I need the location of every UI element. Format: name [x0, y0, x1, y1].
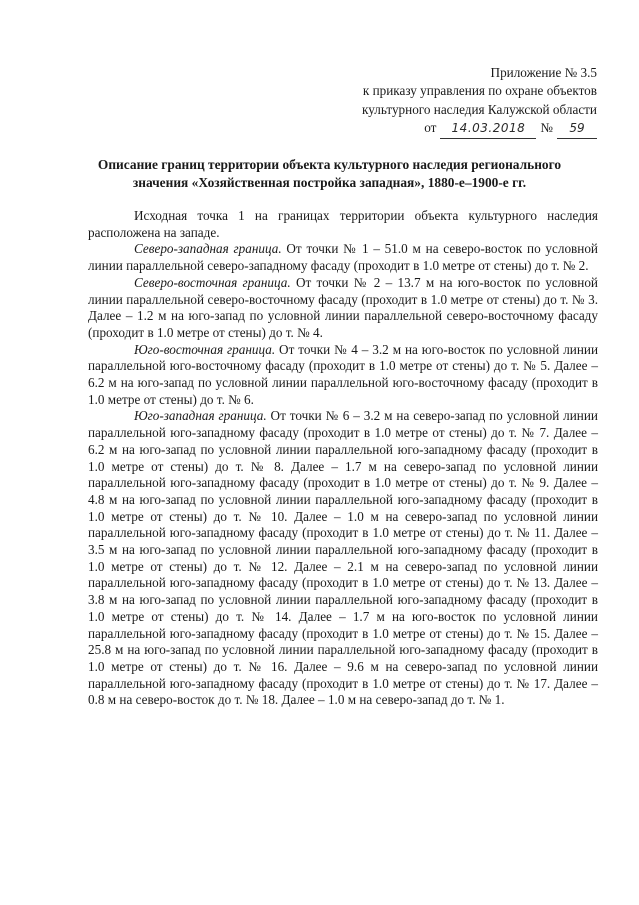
document-body: [88, 208, 598, 709]
southeast-boundary-label: Юго-восточная граница.: [134, 341, 276, 357]
northeast-boundary-paragraph: [88, 275, 598, 342]
southwest-boundary-text: От точки № 6 – 3.2 м на северо-запад по условной линии параллельной юго-западному фасаду (проходит в 1.0 метре от стены) до т. № 7. Далее – 6.2 м на юго-запад по условной линии параллельной юго-западному фасаду (проходит в 1.0 метре от стены) до т. № 8. Далее – 1.7 м на северо-запад по условной линии параллельной юго-западному фасаду (проходит в 1.0 метре от стены) до т. № 9. Далее – 4.8 м на юго-запад по условной линии параллельной юго-западному фасаду (проходит в 1.0 метре от стены) до т. № 10. Далее – 1.0 м на северо-запад по условной линии параллельной юго-западному фасаду (проходит в 1.0 метре от стены) до т. № 11. Далее – 3.5 м на юго-запад по условной линии параллельной юго-западному фасаду (проходит в 1.0 метре от стены) до т. № 12. Далее – 2.1 м на северо-запад по условной линии параллельной юго-западному фасаду (проходит в 1.0 метре от стены) до т. № 13. Далее – 3.8 м на юго-запад по условной линии параллельной юго-западному фасаду (проходит в 1.0 метре от стены) до т. № 14. Далее – 1.7 м на юго-восток по условной линии параллельной юго-западному фасаду (проходит в 1.0 метре от стены) до т. № 15. Далее – 25.8 м на юго-запад по условной линии параллельной юго-западному фасаду (проходит в 1.0 метре от стены) до т. № 16. Далее – 9.6 м на северо-запад по условной линии параллельной юго-западному фасаду (проходит в 1.0 метре от стены) до т. № 17. Далее – 0.8 м на северо-восток до т. № 18. Далее – 1.0 м на северо-запад до т. № 1.: [88, 408, 598, 708]
appendix-number: Приложение № 3.5: [490, 65, 597, 80]
order-date-prefix: от: [424, 120, 437, 136]
northeast-boundary-label: Северо-восточная граница.: [134, 274, 291, 290]
northwest-boundary-paragraph: [88, 241, 598, 274]
title-line-2: значения «Хозяйственная постройка западная», 1880-е–1900-е гг.: [132, 175, 527, 191]
southeast-boundary-paragraph: [88, 342, 598, 409]
southwest-boundary-label: Юго-западная граница.: [134, 408, 267, 424]
document-title: [60, 156, 599, 193]
order-number-prefix: №: [540, 120, 553, 136]
southwest-boundary-paragraph: [88, 408, 598, 709]
order-date-handwritten: 14.03.2018: [440, 119, 536, 138]
southeast-boundary-text: От точки № 4 – 3.2 м на юго-восток по условной линии параллельной юго-восточному фасаду (проходит в 1.0 метре от стены) до т. № 5. Далее – 6.2 м на юго-запад по условной линии параллельной юго-восточному фасаду (проходит в 1.0 метре от стены) до т. № 6.: [88, 341, 598, 407]
appendix-order-ref: к приказу управления по охране объектов: [362, 83, 597, 99]
northwest-boundary-text: От точки № 1 – 51.0 м на северо-восток по условной линии параллельной северо-западному фасаду (проходит в 1.0 метре от стены) до т. № 2.: [88, 241, 598, 274]
northeast-boundary-text: От точки № 2 – 13.7 м на юго-восток по условной линии параллельной северо-восточному фасаду (проходит в 1.0 метре от стены) до т. № 3. Далее – 1.2 м на юго-запад по условной линии параллельной северо-восточному фасаду (проходит в 1.0 метре от стены) до т. № 4.: [88, 274, 598, 340]
order-number-handwritten: 59: [557, 119, 597, 138]
intro-paragraph: Исходная точка 1 на границах территории объекта культурного наследия расположена на западе.: [88, 208, 598, 240]
title-line-1: Описание границ территории объекта культурного наследия регионального: [97, 157, 562, 172]
appendix-authority: культурного наследия Калужской области: [362, 101, 597, 117]
appendix-order-line: [362, 119, 597, 138]
appendix-header: [362, 64, 597, 139]
northwest-boundary-label: Северо-западная граница.: [134, 241, 282, 257]
